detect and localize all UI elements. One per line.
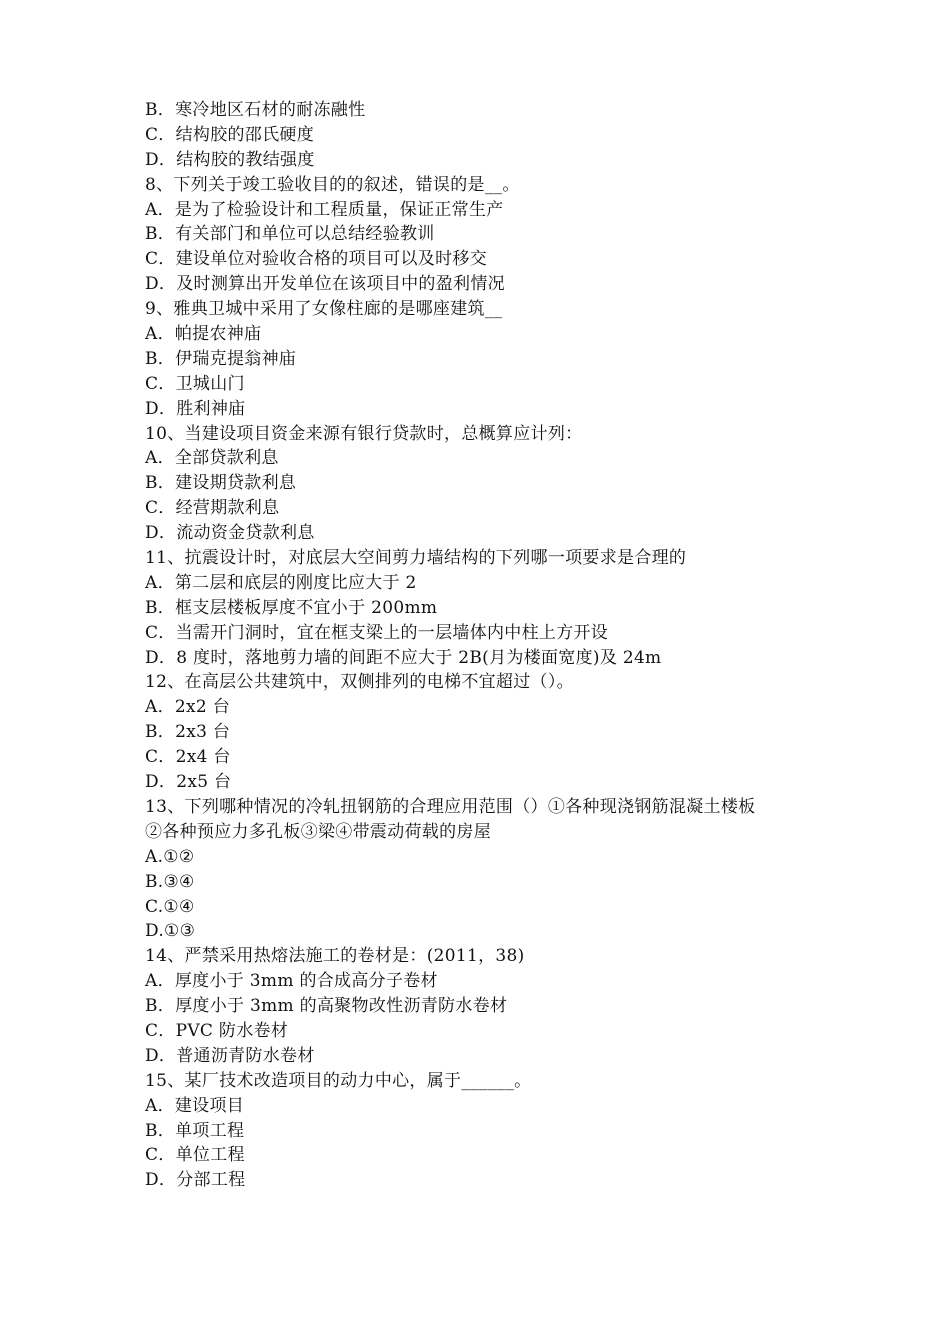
question-11: 11、抗震设计时，对底层大空间剪力墙结构的下列哪一项要求是合理的 bbox=[145, 548, 687, 569]
option-d: D．及时测算出开发单位在该项目中的盈利情况 bbox=[145, 274, 505, 295]
option-d: D．8 度时，落地剪力墙的间距不应大于 2B(月为楼面宽度)及 24m bbox=[145, 647, 662, 668]
text-line: C．结构胶的邵氏硬度 bbox=[145, 124, 315, 145]
option-c: C．当需开门洞时，宜在框支梁上的一层墙体内中柱上方开设 bbox=[145, 622, 609, 643]
option-a: A．第二层和底层的刚度比应大于 2 bbox=[145, 572, 417, 593]
question-13-continued: ②各种预应力多孔板③梁④带震动荷载的房屋 bbox=[145, 821, 491, 842]
option-b: B.③④ bbox=[145, 871, 195, 892]
document-page bbox=[145, 98, 845, 1193]
question-9: 9、雅典卫城中采用了女像柱廊的是哪座建筑__ bbox=[145, 299, 503, 320]
option-b: B．厚度小于 3mm 的高聚物改性沥青防水卷材 bbox=[145, 996, 508, 1017]
option-d: D．普通沥青防水卷材 bbox=[145, 1045, 315, 1066]
option-b: B．伊瑞克提翁神庙 bbox=[145, 348, 297, 369]
option-b: B．框支层楼板厚度不宜小于 200mm bbox=[145, 597, 438, 618]
option-c: C．卫城山门 bbox=[145, 373, 245, 394]
option-a: A．是为了检验设计和工程质量，保证正常生产 bbox=[145, 199, 504, 220]
option-c: C．经营期款利息 bbox=[145, 498, 280, 519]
option-d: D．流动资金贷款利息 bbox=[145, 523, 315, 544]
option-c: C．2x4 台 bbox=[145, 747, 231, 768]
option-b: B．有关部门和单位可以总结经验教训 bbox=[145, 224, 435, 245]
question-8: 8、下列关于竣工验收目的的叙述，错误的是__。 bbox=[145, 174, 520, 195]
option-d: D．分部工程 bbox=[145, 1170, 246, 1191]
question-14: 14、严禁采用热熔法施工的卷材是：(2011，38) bbox=[145, 946, 525, 967]
text-line: D．结构胶的教结强度 bbox=[145, 149, 315, 170]
option-c: C．建设单位对验收合格的项目可以及时移交 bbox=[145, 249, 488, 270]
option-c: C．单位工程 bbox=[145, 1145, 245, 1166]
option-c: C．PVC 防水卷材 bbox=[145, 1020, 289, 1041]
option-b: B．建设期贷款利息 bbox=[145, 473, 297, 494]
option-a: A．全部贷款利息 bbox=[145, 448, 279, 469]
option-d: D．2x5 台 bbox=[145, 772, 232, 793]
question-12: 12、在高层公共建筑中，双侧排列的电梯不宜超过（）。 bbox=[145, 672, 574, 693]
option-a: A．2x2 台 bbox=[145, 697, 230, 718]
option-d: D.①③ bbox=[145, 921, 196, 942]
option-a: A．建设项目 bbox=[145, 1095, 245, 1116]
option-b: B．单项工程 bbox=[145, 1120, 245, 1141]
option-a: A．帕提农神庙 bbox=[145, 324, 262, 345]
question-10: 10、当建设项目资金来源有银行贷款时，总概算应计列： bbox=[145, 423, 583, 444]
question-13: 13、下列哪种情况的冷轧扭钢筋的合理应用范围（）①各种现浇钢筋混凝土楼板 bbox=[145, 796, 756, 817]
option-a: A.①② bbox=[145, 846, 195, 867]
text-line: B．寒冷地区石材的耐冻融性 bbox=[145, 100, 366, 120]
option-b: B．2x3 台 bbox=[145, 722, 231, 743]
option-c: C.①④ bbox=[145, 896, 195, 917]
question-15: 15、某厂技术改造项目的动力中心，属于______。 bbox=[145, 1070, 532, 1091]
option-a: A．厚度小于 3mm 的合成高分子卷材 bbox=[145, 971, 438, 992]
option-d: D．胜利神庙 bbox=[145, 398, 246, 419]
